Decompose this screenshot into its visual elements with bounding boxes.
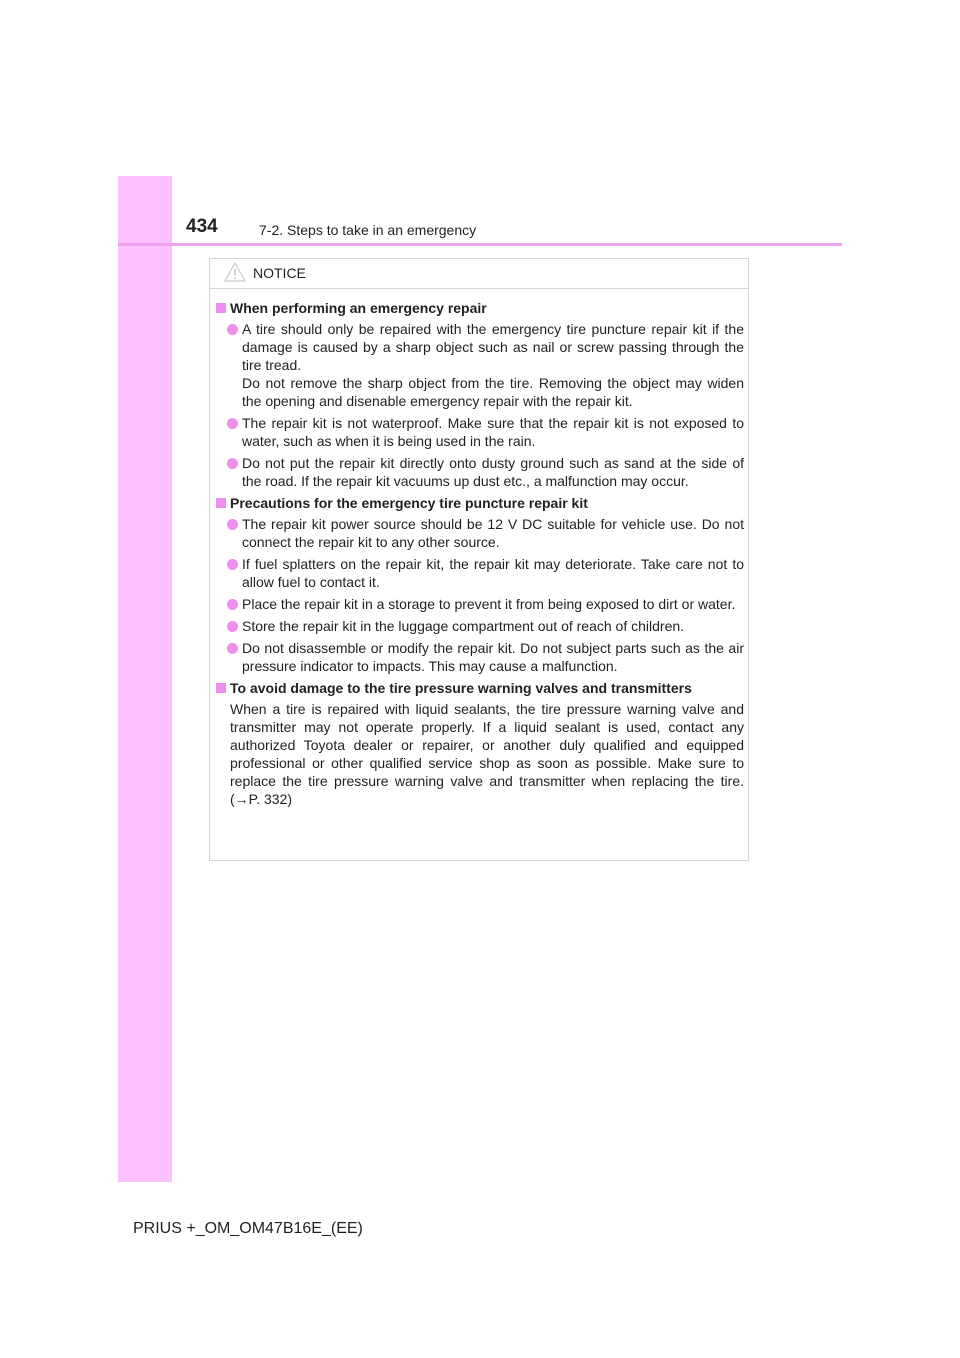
notice-section-heading: To avoid damage to the tire pressure warning valves and transmitters [216, 679, 744, 697]
section-title: 7-2. Steps to take in an emergency [259, 222, 477, 238]
header-rule [118, 243, 842, 246]
bullet-paragraph: Place the repair kit in a storage to prevent it from being exposed to dirt or water. [242, 596, 736, 612]
bullet-paragraph: The repair kit power source should be 12 V DC suitable for vehicle use. Do not connect the repair kit to any other source. [242, 516, 744, 550]
notice-bullet-item [216, 320, 744, 410]
notice-body [216, 299, 744, 812]
notice-section-heading: When performing an emergency repair [216, 299, 744, 317]
bullet-paragraph: The repair kit is not waterproof. Make sure that the repair kit is not exposed to water, such as when it is being used in the rain. [242, 415, 744, 449]
notice-box [209, 258, 749, 861]
bullet-paragraph: A tire should only be repaired with the emergency tire puncture repair kit if the damage is caused by a sharp object such as nail or screw passing through the tire tread. [242, 321, 744, 373]
bullet-paragraph: Do not put the repair kit directly onto dusty ground such as sand at the side of the road. If the repair kit vacuums up dust etc., a malfunction may occur. [242, 455, 744, 489]
notice-bullet-item [216, 454, 744, 490]
side-color-band [118, 176, 172, 1182]
notice-bullet-item [216, 555, 744, 591]
notice-section-heading: Precautions for the emergency tire puncture repair kit [216, 494, 744, 512]
notice-label: NOTICE [253, 265, 306, 281]
notice-section-text: When a tire is repaired with liquid sealants, the tire pressure warning valve and transmitter may not operate properly. If a liquid sealant is used, contact any authorized Toyota dealer or repairer, or another duly qualified and equipped professional or other qualified service shop as soon as possible. Make sure to replace the tire pressure warning valve and transmitter when replacing the tire. (→P. 332) [230, 701, 744, 807]
bullet-paragraph: If fuel splatters on the repair kit, the repair kit may deteriorate. Take care not to allow fuel to contact it. [242, 556, 744, 590]
bullet-paragraph: Store the repair kit in the luggage compartment out of reach of children. [242, 618, 685, 634]
notice-bullet-item [216, 595, 744, 613]
warning-triangle-icon [224, 262, 246, 287]
bullet-paragraph: Do not remove the sharp object from the tire. Removing the object may widen the opening and disenable emergency repair with the repair kit. [242, 375, 744, 409]
notice-bullet-item [216, 639, 744, 675]
notice-header [210, 259, 748, 289]
notice-bullet-item [216, 617, 744, 635]
page-number: 434 [186, 216, 218, 237]
bullet-paragraph: Do not disassemble or modify the repair kit. Do not subject parts such as the air pressure indicator to impacts. This may cause a malfunction. [242, 640, 744, 674]
notice-bullet-item [216, 414, 744, 450]
notice-bullet-item [216, 515, 744, 551]
footer-code: PRIUS +_OM_OM47B16E_(EE) [133, 1220, 363, 1237]
